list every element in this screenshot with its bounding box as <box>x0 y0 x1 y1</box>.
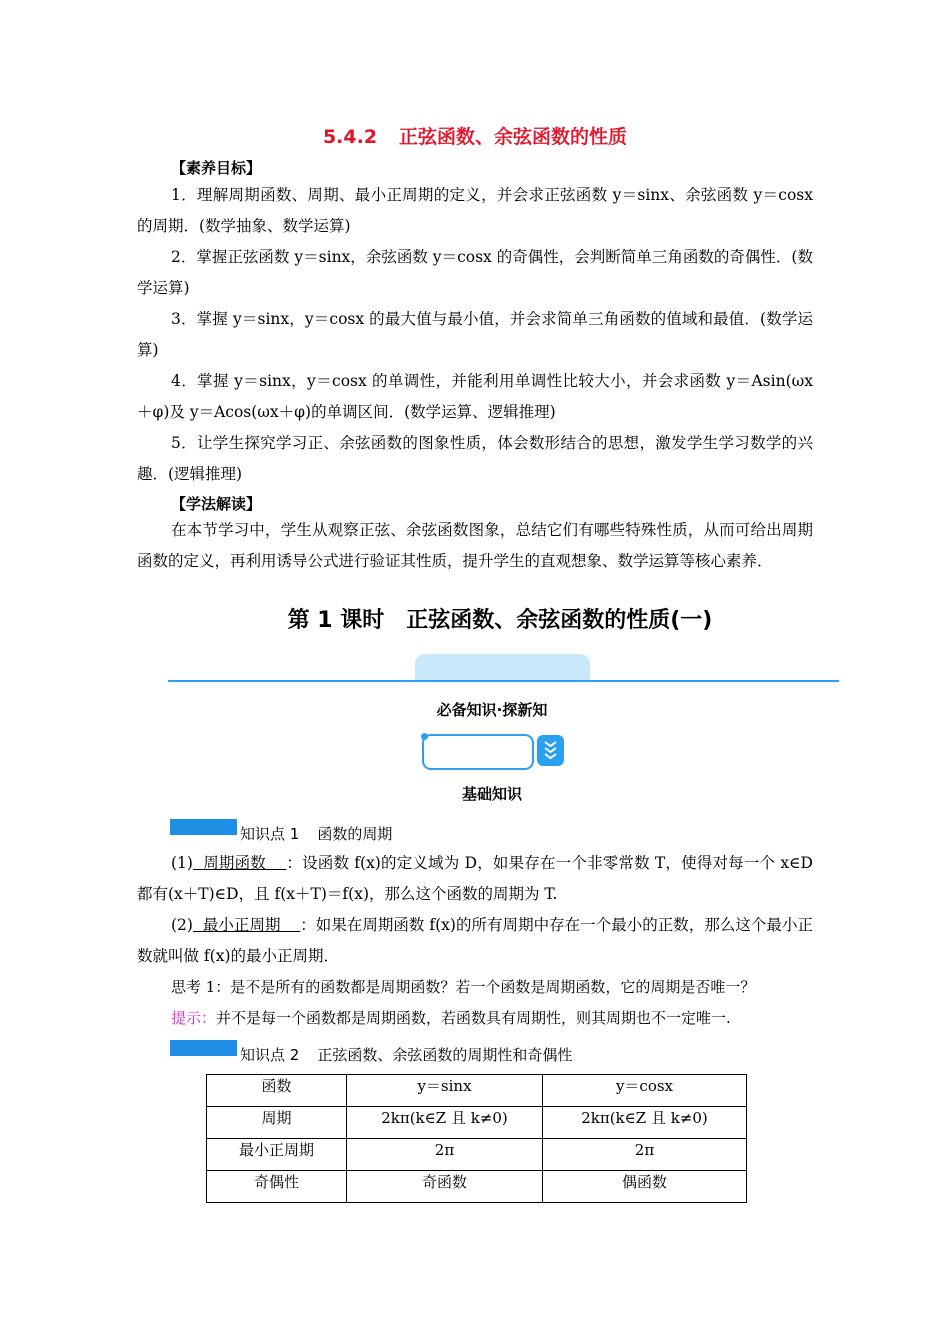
table-cell: y＝cosx <box>543 1075 747 1107</box>
def2-term <box>193 916 300 934</box>
goal-item: 4．掌握 y＝sinx，y＝cosx 的单调性，并能利用单调性比较大小，并会求函数 y＝Asin(ωx＋φ)及 y＝Acos(ωx＋φ)的单调区间．(数学运算、逻辑推理) <box>137 372 813 421</box>
kp1-title: 函数的周期 <box>317 825 393 843</box>
def1-prefix: (1) <box>171 854 193 872</box>
def1-text: ：设函数 f(x)的定义域为 D，如果存在一个非零常数 T，使得对每一个 x∈D 都有(x＋T)∈D，且 f(x＋T)＝f(x)，那么这个函数的周期为 T. <box>137 854 813 903</box>
table-row <box>207 1139 747 1171</box>
table-cell: 函数 <box>207 1075 347 1107</box>
table-cell: 2kπ(k∈Z 且 k≠0) <box>347 1107 543 1139</box>
def1-term-text: 周期函数 <box>203 854 266 872</box>
table-row <box>207 1171 747 1203</box>
subsection-pill <box>422 734 534 770</box>
table-cell: 奇偶性 <box>207 1171 347 1203</box>
table-cell: 2kπ(k∈Z 且 k≠0) <box>543 1107 747 1139</box>
table-cell: y＝sinx <box>347 1075 543 1107</box>
table-row <box>207 1107 747 1139</box>
table-cell: 最小正周期 <box>207 1139 347 1171</box>
periodicity-table <box>206 1074 747 1203</box>
chevron-down-icon <box>537 735 564 766</box>
kp1-definitions <box>137 848 813 972</box>
kp1-marker <box>170 819 237 835</box>
kp1-heading <box>240 823 392 844</box>
kp2-heading <box>240 1044 572 1065</box>
table-cell: 奇函数 <box>347 1171 543 1203</box>
section-banner-line <box>168 680 839 682</box>
section-banner-tab <box>415 654 590 681</box>
kp2-label: 知识点 2 <box>240 1046 300 1064</box>
hint-label: 提示： <box>171 1009 217 1027</box>
goals-heading: 【素养目标】 <box>171 159 262 177</box>
lesson-title: 第 1 课时 正弦函数、余弦函数的性质(一) <box>287 608 713 633</box>
def1 <box>137 848 813 910</box>
goal-item: 3．掌握 y＝sinx，y＝cosx 的最大值与最小值，并会求简单三角函数的值域和最值．(数学运算) <box>137 310 813 359</box>
def1-term <box>193 854 286 872</box>
def2 <box>137 910 813 972</box>
method-text-block <box>137 515 813 577</box>
table-cell: 2π <box>347 1139 543 1171</box>
table-cell: 周期 <box>207 1107 347 1139</box>
page-title <box>0 122 950 149</box>
hint-line <box>171 1007 731 1028</box>
subsection-title: 基础知识 <box>461 785 522 803</box>
kp2-marker <box>170 1040 237 1056</box>
goal-item: 2．掌握正弦函数 y＝sinx，余弦函数 y＝cosx 的奇偶性，会判断简单三角函数的奇偶性．(数学运算) <box>137 248 813 297</box>
table-cell: 2π <box>543 1139 747 1171</box>
goals-list <box>137 180 813 490</box>
hint-text: 并不是每一个函数都是周期函数，若函数具有周期性，则其周期也不一定唯一. <box>216 1009 731 1027</box>
title-text: 正弦函数、余弦函数的性质 <box>399 126 628 148</box>
goal-item: 1．理解周期函数、周期、最小正周期的定义，并会求正弦函数 y＝sinx、余弦函数 y＝cosx 的周期．(数学抽象、数学运算) <box>137 186 813 235</box>
def2-term-text: 最小正周期 <box>202 916 281 934</box>
think-question: 思考 1：是不是所有的函数都是周期函数？若一个函数是周期函数，它的周期是否唯一？ <box>171 978 756 996</box>
def2-prefix: (2) <box>171 916 193 934</box>
table-row <box>207 1075 747 1107</box>
pill-dot <box>421 733 428 740</box>
method-heading: 【学法解读】 <box>171 495 262 513</box>
section-title: 必备知识·探新知 <box>436 701 548 719</box>
def2-text: ：如果在周期函数 f(x)的所有周期中存在一个最小的正数，那么这个最小正数就叫做 f(x)的最小正周期． <box>137 916 813 965</box>
section-number: 5.4.2 <box>322 126 378 148</box>
kp1-label: 知识点 1 <box>240 825 300 843</box>
kp2-title: 正弦函数、余弦函数的周期性和奇偶性 <box>317 1046 573 1064</box>
goal-item: 5．让学生探究学习正、余弦函数的图象性质，体会数形结合的思想，激发学生学习数学的兴趣．(逻辑推理) <box>137 434 813 483</box>
method-text: 在本节学习中，学生从观察正弦、余弦函数图象，总结它们有哪些特殊性质，从而可给出周期函数的定义，再利用诱导公式进行验证其性质，提升学生的直观想象、数学运算等核心素养． <box>137 521 813 570</box>
table-cell: 偶函数 <box>543 1171 747 1203</box>
